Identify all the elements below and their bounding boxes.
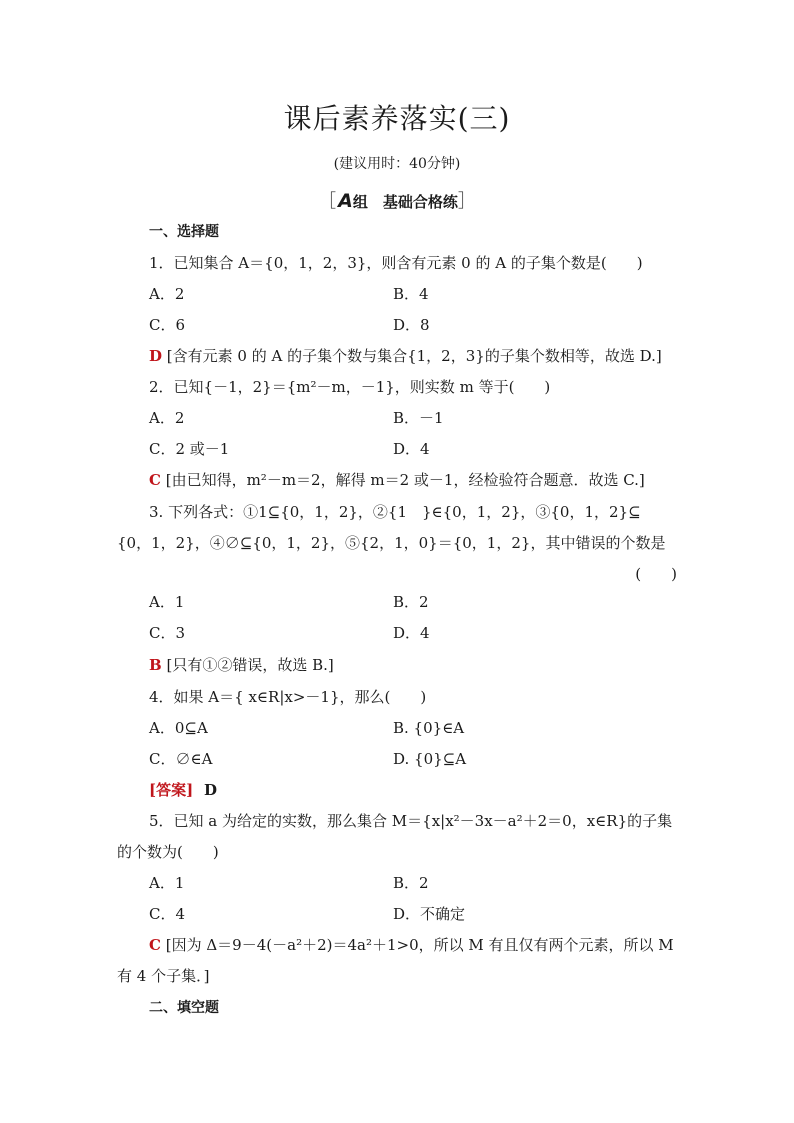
- question-5-option-a: A．1: [149, 874, 185, 892]
- question-1-answer: [149, 346, 662, 366]
- answer-letter: C: [149, 471, 161, 489]
- answer-letter: D: [149, 347, 163, 365]
- question-3-option-d: D．4: [393, 624, 430, 642]
- question-4-option-b: B. {0}∈A: [393, 719, 465, 737]
- question-2-option-c: C．2 或－1: [149, 440, 230, 458]
- question-3-answer-paren: ( ): [635, 565, 677, 583]
- question-4-answer: [149, 780, 217, 800]
- answer-letter: C: [149, 936, 161, 954]
- question-4-option-c: C．∅∈A: [149, 750, 213, 768]
- group-label: 组 基础合格练: [352, 193, 458, 211]
- group-letter: A: [338, 190, 353, 212]
- question-5-answer-line-1: [149, 935, 674, 955]
- answer-explanation: [由已知得，m²－m＝2，解得 m＝2 或－1，经检验符合题意．故选 C.]: [165, 471, 645, 489]
- question-3-stem-line-1: 3. 下列各式：①1⊆{0，1，2}，②{1 }∈{0，1，2}，③{0，1，2}⊆: [149, 503, 641, 521]
- section-heading-choice: 一、选择题: [149, 224, 219, 240]
- answer-explanation: [因为 Δ＝9－4(－a²＋2)＝4a²＋1>0，所以 M 有且仅有两个元素，所以 M: [165, 936, 674, 954]
- question-3-option-b: B．2: [393, 593, 429, 611]
- question-3-option-c: C．3: [149, 624, 186, 642]
- question-4-option-d: D. {0}⊆A: [393, 750, 467, 768]
- answer-label: [答案]: [149, 781, 194, 799]
- question-5-answer-line-2: 有 4 个子集．]: [117, 967, 210, 985]
- question-5-option-d: D．不确定: [393, 905, 466, 923]
- question-4-option-a: A．0⊆A: [149, 719, 208, 737]
- question-5-stem-line-2: 的个数为( ): [117, 843, 219, 861]
- answer-letter: D: [203, 781, 217, 799]
- group-bracket-open: ［: [318, 191, 337, 212]
- question-1-option-c: C．6: [149, 316, 186, 334]
- answer-explanation: [含有元素 0 的 A 的子集个数与集合{1，2，3}的子集个数相等，故选 D.]: [166, 347, 662, 365]
- section-heading-fill: 二、填空题: [149, 1000, 219, 1016]
- page-title: 课后素养落实(三): [283, 102, 511, 135]
- question-1-stem: 1．已知集合 A＝{0，1，2，3}，则含有元素 0 的 A 的子集个数是( ): [149, 254, 643, 272]
- question-5-stem-line-1: 5．已知 a 为给定的实数，那么集合 M＝{x|x²－3x－a²＋2＝0，x∈R}的子集: [149, 812, 673, 830]
- question-2-answer: [149, 470, 645, 490]
- answer-letter: B: [149, 656, 162, 674]
- question-1-option-a: A．2: [149, 285, 185, 303]
- question-2-option-d: D．4: [393, 440, 430, 458]
- question-5-option-c: C．4: [149, 905, 186, 923]
- question-3-stem-line-2: {0，1，2}，④∅⊆{0，1，2}，⑤{2，1，0}＝{0，1，2}，其中错误的个数是: [117, 534, 666, 552]
- question-2-option-a: A．2: [149, 409, 185, 427]
- question-2-option-b: B．－1: [393, 409, 444, 427]
- question-1-option-d: D．8: [393, 316, 430, 334]
- question-2-stem: 2．已知{－1，2}＝{m²－m，－1}，则实数 m 等于( ): [149, 378, 551, 396]
- group-bracket-close: ］: [457, 191, 476, 212]
- answer-explanation: [只有①②错误，故选 B.]: [166, 656, 334, 674]
- question-1-option-b: B．4: [393, 285, 429, 303]
- group-heading: [0, 187, 794, 213]
- time-hint: (建议用时：40分钟): [333, 156, 461, 172]
- question-3-answer: [149, 655, 334, 675]
- question-3-option-a: A．1: [149, 593, 185, 611]
- question-5-option-b: B．2: [393, 874, 429, 892]
- question-4-stem: 4．如果 A＝{ x∈R|x>－1}，那么( ): [149, 688, 427, 706]
